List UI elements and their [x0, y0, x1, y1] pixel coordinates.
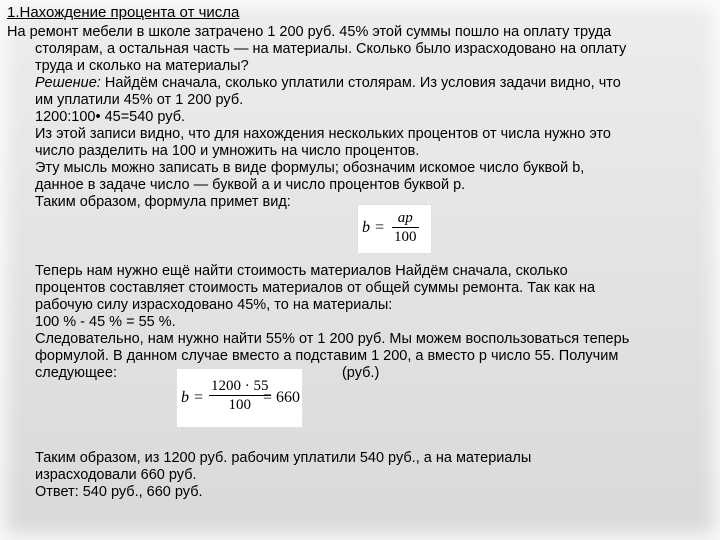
slide-body	[7, 24, 711, 501]
text-line: столярам, а остальная часть — на материалы. Сколько было израсходовано на оплату	[35, 41, 627, 57]
text-line: израсходовали 660 руб.	[35, 467, 197, 483]
slide-title: 1.Нахождение процента от числа	[7, 4, 240, 21]
numerator: ap	[397, 210, 413, 226]
formula-gap	[7, 382, 711, 450]
formula-rhs: = 660	[263, 389, 301, 406]
text-line: процентов составляет стоимость материалов от общей суммы ремонта. Так как на	[35, 280, 596, 296]
formula-image	[176, 368, 303, 428]
text-fragment: Найдём сначала, сколько уплатили столярам. Из условия задачи видно, что	[104, 75, 621, 91]
numerator: 1200 · 55	[211, 378, 269, 394]
answer-line: Ответ: 540 руб., 660 руб.	[35, 484, 203, 500]
text-line: им уплатили 45% от 1 200 руб.	[35, 92, 244, 108]
text-line: число разделить на 100 и умножить на число процентов.	[35, 143, 420, 159]
text-line: труда и сколько на материалы?	[35, 58, 249, 74]
text-line: данное в задаче число — буквой а и число процентов буквой р.	[35, 177, 466, 193]
formula-lhs: b =	[181, 389, 204, 406]
text-line: Эту мысль можно записать в виде формулы; обозначим искомое число буквой b,	[35, 160, 585, 176]
solution-label: Решение:	[35, 75, 101, 91]
formula-lhs: b =	[362, 219, 385, 236]
text-line: Из этой записи видно, что для нахождения нескольких процентов от числа нужно это	[35, 126, 611, 142]
text-line: 1200:100• 45=540 руб.	[35, 109, 186, 125]
fraction	[209, 377, 271, 414]
solution-line	[7, 75, 711, 92]
denominator: 100	[228, 397, 251, 413]
fraction	[392, 209, 419, 246]
text-line: формулой. В данном случае вместо а подставим 1 200, а вместо р число 55. Получим	[35, 348, 619, 364]
text-line: Таким образом, формула примет вид:	[35, 194, 291, 210]
text-line: На ремонт мебели в школе затрачено 1 200 руб. 45% этой суммы пошло на оплату труда	[7, 24, 612, 40]
text-line: Теперь нам нужно ещё найти стоимость материалов Найдём сначала, сколько	[35, 263, 568, 279]
text-line: 100 % - 45 % = 55 %.	[35, 314, 176, 330]
text-line: Таким образом, из 1200 руб. рабочим уплатили 540 руб., а на материалы	[35, 450, 532, 466]
text-line	[7, 365, 711, 382]
text-line: рабочую силу израсходовано 45%, то на материалы:	[35, 297, 393, 313]
text-fragment: следующее:	[35, 365, 117, 381]
text-line: Следовательно, нам нужно найти 55% от 1 200 руб. Мы можем воспользоваться теперь	[35, 331, 630, 347]
formula-image	[357, 204, 432, 254]
unit-label: (руб.)	[341, 365, 380, 381]
denominator: 100	[394, 229, 417, 245]
